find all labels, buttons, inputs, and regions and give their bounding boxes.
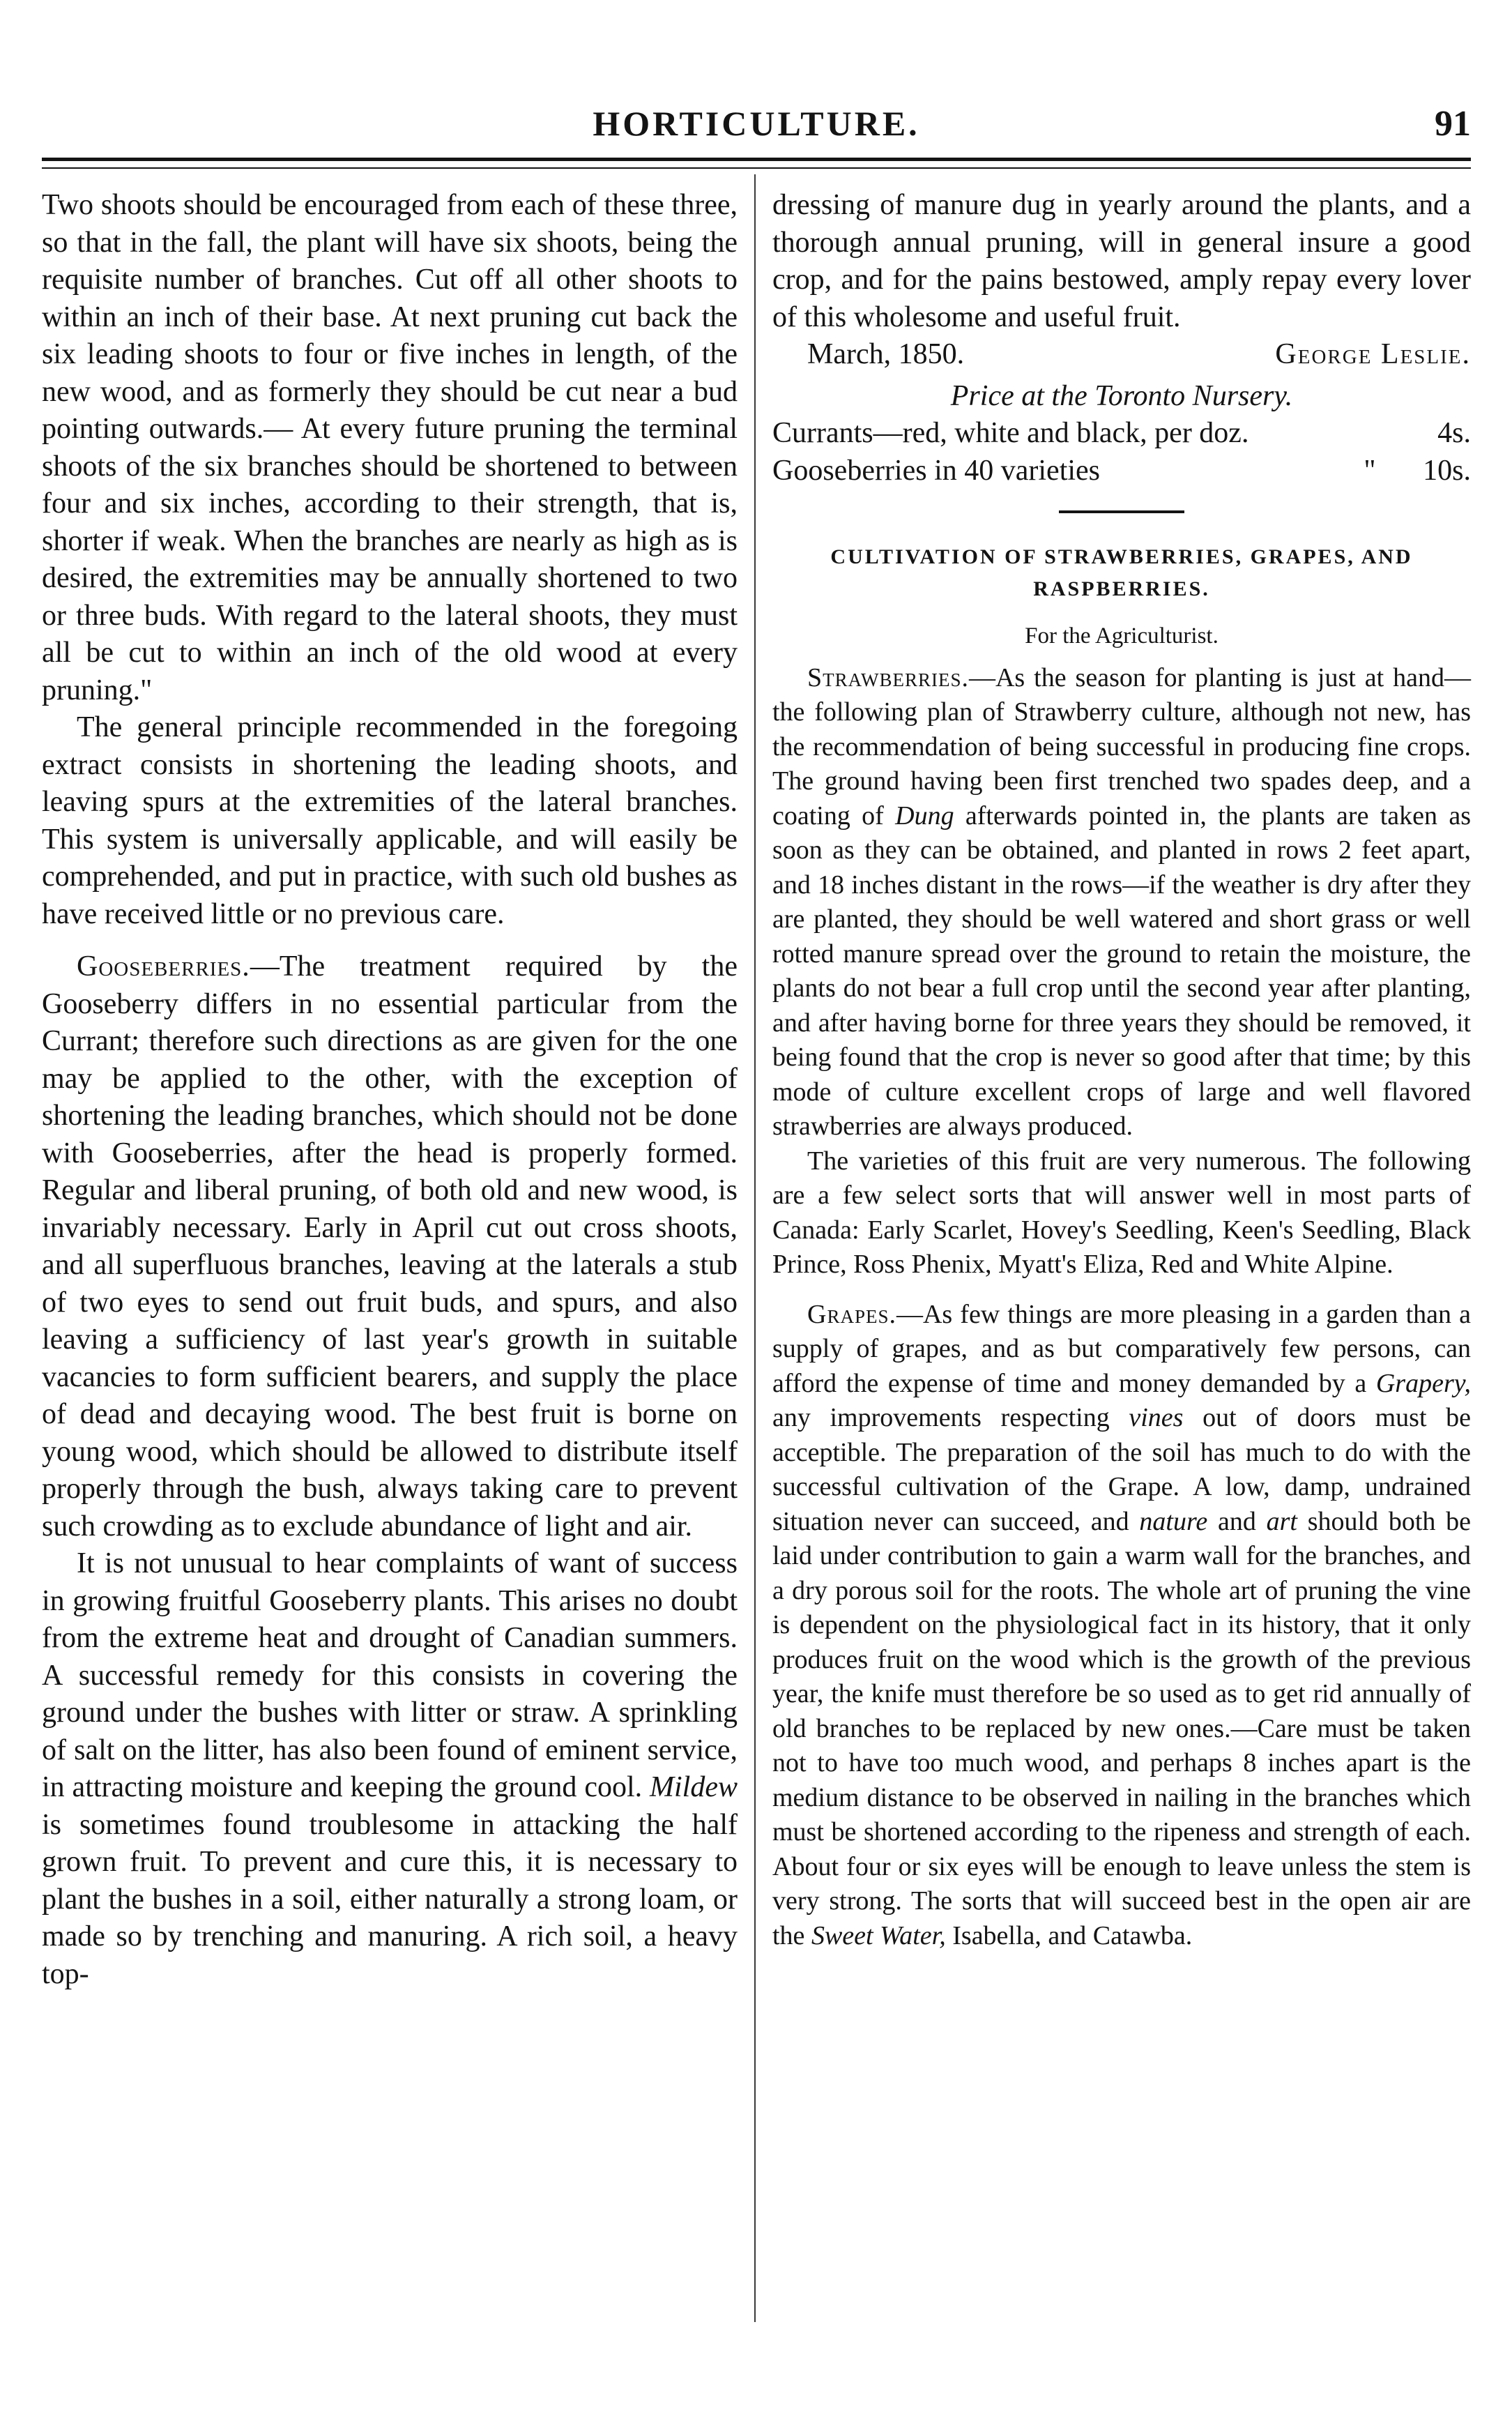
grapes-text-f: Isabella, and Catawba. bbox=[952, 1920, 1193, 1950]
left-paragraph-1: Two shoots should be encouraged from each of these three, so that in the fall, the plant will have six shoots, being the requisite number of branches. Cut off all other shoots to within an inch of their base. At next pruning cut back the six leading shoots to four or five inches in length, of the new wood, and as formerly they should be cut near a bud pointing outwards.— At every future pruning the terminal shoots of the six branches should be shortened to between four and six inches, according to their strength, that is, shorter if weak. When the branches are nearly as high as is desired, the extremities may be annually shortened to two or three buds. With regard to the lateral shoots, they must all be cut to within an inch of the old wood at every pruning." bbox=[42, 189, 738, 706]
varieties-paragraph: The varieties of this fruit are very numerous. The following are a few select sorts that will answer well in most parts of Canada: Early Scarlet, Hovey's Seedling, Keen's Seedling, Black Prince, Ross Phenix, Myatt's Eliza, Red and White Alpine. bbox=[772, 1146, 1471, 1279]
section-divider bbox=[1059, 510, 1184, 513]
signature-date: March, 1850. bbox=[807, 338, 965, 370]
right-column bbox=[772, 187, 1471, 1953]
grapes-text-b: any improvements respecting bbox=[772, 1403, 1110, 1432]
right-paragraph-1: dressing of manure dug in yearly around the plants, and a thorough annual pruning, will in general insure a good crop, and for the pains bestowed, amply repay every lover of this wholesome and useful fruit. bbox=[772, 189, 1471, 333]
price-row bbox=[772, 415, 1471, 453]
strawberries-lead: Strawberries. bbox=[807, 662, 969, 692]
sweet-water-term: Sweet Water, bbox=[811, 1920, 946, 1950]
grapes-text-e: should both be laid under contribution to gain a warm wall for the branches, and a dry porous soil for the roots. The whole art of pruning the vine is dependent on the physiological fact in its history, that it only produces fruit on the wood which is the growth of the previous year, the knife must therefore be so used as to get rid annually of old branches to be replaced by new ones.—Care must be taken not to have too much wood, and perhaps 8 inches apart is the medium distance to be observed in nailing in the branches which must be shortened according to the ripeness and strength of each. About four or six eyes will be enough to leave unless the stem is very strong. The sorts that will succeed best in the open air are the bbox=[772, 1506, 1472, 1950]
strawberries-text-a: —As the season for planting is just at hand—the following plan of Strawberry culture, although not new, has the recommendation of being successful in producing fine crops. The ground having been first trenched two spades deep, and a coating of bbox=[772, 662, 1471, 831]
article-body bbox=[772, 661, 1471, 1954]
page-header bbox=[42, 103, 1471, 152]
left-column bbox=[42, 187, 738, 1993]
left-paragraph-2: The general principle recommended in the foregoing extract consists in shortening the leading shoots, and leaving spurs at the extremities of the lateral branches. This system is universally applicable, and will easily be comprehended, and put in practice, with such old bushes as have received little or no previous care. bbox=[42, 711, 738, 930]
price-heading: Price at the Toronto Nursery. bbox=[950, 379, 1293, 412]
price-row bbox=[772, 453, 1471, 490]
grapes-paragraph bbox=[772, 1298, 1471, 1954]
left-p4-text-a: It is not unusual to hear complaints of want of success in growing fruitful Gooseberry plants. This arises no doubt from the extreme heat and drought of Canadian summers. A successful remedy for this consists in covering the ground under the bushes with litter or straw. A sprinkling of salt on the litter, has also been found of eminent service, in attracting moisture and keeping the ground cool. bbox=[42, 1547, 738, 1803]
signature-name: George Leslie. bbox=[1275, 338, 1471, 370]
signature-line bbox=[772, 336, 1471, 374]
left-paragraph-4 bbox=[42, 1545, 738, 1993]
dung-term: Dung bbox=[895, 801, 954, 831]
strawberries-text-b: afterwards pointed in, the plants are taken as soon as they can be obtained, and planted in rows 2 feet apart, and 18 inches distant in the rows—if the weather is dry after they are planted, they should be well watered and short grass or well rotted manure spread over the ground to retain the moisture, the plants do not bear a full crop until the second year after planting, and after having borne for three years they should be removed, it being found that the crop is never so good after that time; by this mode of culture excellent crops of large and well flavored strawberries are always produced. bbox=[772, 801, 1471, 1141]
vines-term: vines bbox=[1129, 1403, 1184, 1432]
page-number: 91 bbox=[1435, 104, 1471, 144]
strawberries-paragraph bbox=[772, 661, 1471, 1144]
price-value: 4s. bbox=[1437, 417, 1471, 449]
grapery-term: Grapery, bbox=[1375, 1368, 1471, 1398]
article-title-line-1: CULTIVATION OF STRAWBERRIES, GRAPES, AND bbox=[830, 545, 1413, 568]
nature-term: nature bbox=[1139, 1506, 1208, 1536]
running-head: HORTICULTURE. bbox=[593, 104, 920, 143]
gooseberries-paragraph bbox=[42, 948, 738, 1545]
left-p4-text-b: is sometimes found troublesome in attacking the half grown fruit. To prevent and cure this, it is necessary to plant the bushes in a soil, either naturally a strong loam, or made so by trenching and manuring. A rich soil, a heavy top- bbox=[42, 1808, 738, 1990]
article-byline: For the Agriculturist. bbox=[1025, 623, 1219, 649]
price-item: Gooseberries in 40 varieties bbox=[772, 454, 1101, 487]
gooseberries-text: —The treatment required by the Gooseberry differs in no essential particular from the Currant; therefore such directions as are given for the one may be applied to the other, with the exception of shortening the leading branches, which should not be done with Gooseberries, after the head is properly formed. Regular and liberal pruning, of both old and new wood, is invariably necessary. Early in April cut out cross shoots, and all superfluous branches, leaving at the laterals a stub of two eyes to send out fruit buds, and spurs, and also leaving a sufficiency of last year's growth in suitable vacancies to form sufficient bearers, and supply the place of dead and decaying wood. The best fruit is borne on young wood, which should be allowed to distribute itself properly through the bush, always taking care to prevent such crowding as to exclude abundance of light and air. bbox=[42, 950, 738, 1542]
article-title-line-2: RASPBERRIES. bbox=[1033, 577, 1210, 600]
price-item: Currants—red, white and black, per doz. bbox=[772, 417, 1249, 449]
grapes-lead: Grapes. bbox=[807, 1299, 896, 1329]
art-term: art bbox=[1266, 1506, 1297, 1536]
grapes-text-c: out of doors must be acceptible. The preparation of the soil has much to do with the successful cultivation of the Grape. A low, damp, undrained situation never can succeed, and bbox=[772, 1403, 1472, 1536]
mildew-term: Mildew bbox=[650, 1771, 738, 1803]
gooseberries-lead: Gooseberries. bbox=[77, 950, 250, 983]
grapes-text-d: and bbox=[1218, 1506, 1256, 1536]
ditto-mark: " bbox=[1364, 454, 1376, 487]
price-value: 10s. bbox=[1423, 454, 1471, 487]
header-rule-thick bbox=[42, 158, 1471, 161]
column-divider bbox=[754, 174, 756, 2322]
grapes-text-a: —As few things are more pleasing in a garden than a supply of grapes, and as but comparatively few persons, can afford the expense of time and money demanded by a bbox=[772, 1299, 1471, 1398]
header-rule-thin bbox=[42, 167, 1471, 169]
